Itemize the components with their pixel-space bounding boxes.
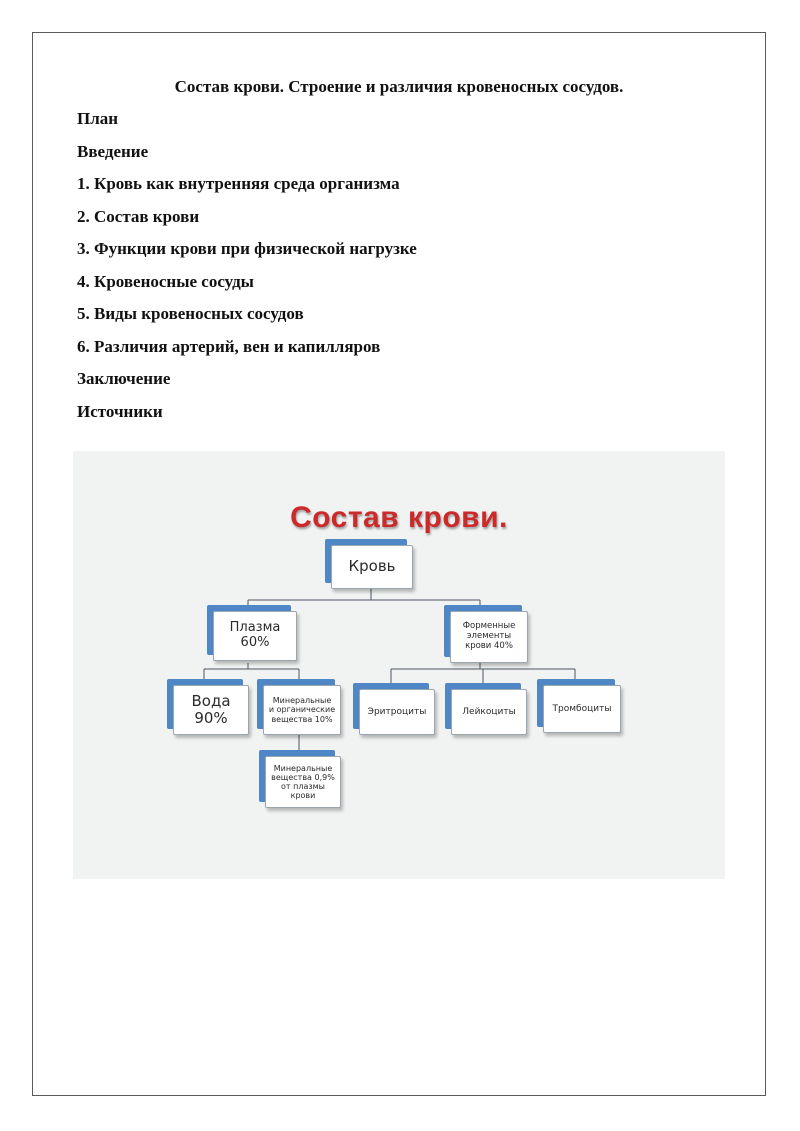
document-title: Состав крови. Строение и различия кровеносных сосудов. xyxy=(174,77,624,96)
node-water: Вода 90% xyxy=(173,685,249,735)
node-formed-elements: Форменные элементы крови 40% xyxy=(450,611,528,663)
node-plasma: Плазма 60% xyxy=(213,611,297,661)
diagram-title: Состав крови. xyxy=(290,501,508,534)
plan-item-conclusion: Заключение xyxy=(77,369,171,388)
plan-item-2: 2. Состав крови xyxy=(77,207,200,226)
plan-item-3: 3. Функции крови при физической нагрузке xyxy=(77,239,417,258)
plan-item-sources: Источники xyxy=(77,402,163,421)
node-leukocytes: Лейкоциты xyxy=(451,689,527,735)
diagram-connectors xyxy=(73,451,725,879)
node-mineral-organic: Минеральные и органические вещества 10% xyxy=(263,685,341,735)
blood-composition-diagram xyxy=(73,451,725,879)
plan-item-6: 6. Различия артерий, вен и капилляров xyxy=(77,337,381,356)
document-page xyxy=(32,32,766,1096)
plan-heading: План xyxy=(77,109,119,128)
plan-item-5: 5. Виды кровеносных сосудов xyxy=(77,304,304,323)
plan-item-1: 1. Кровь как внутренняя среда организма xyxy=(77,174,400,193)
node-blood: Кровь xyxy=(331,545,413,589)
plan-item-intro: Введение xyxy=(77,142,149,161)
node-thrombocytes: Тромбоциты xyxy=(543,685,621,733)
node-mineral: Минеральные вещества 0,9% от плазмы крови xyxy=(265,756,341,808)
plan-item-4: 4. Кровеносные сосуды xyxy=(77,272,254,291)
node-erythrocytes: Эритроциты xyxy=(359,689,435,735)
